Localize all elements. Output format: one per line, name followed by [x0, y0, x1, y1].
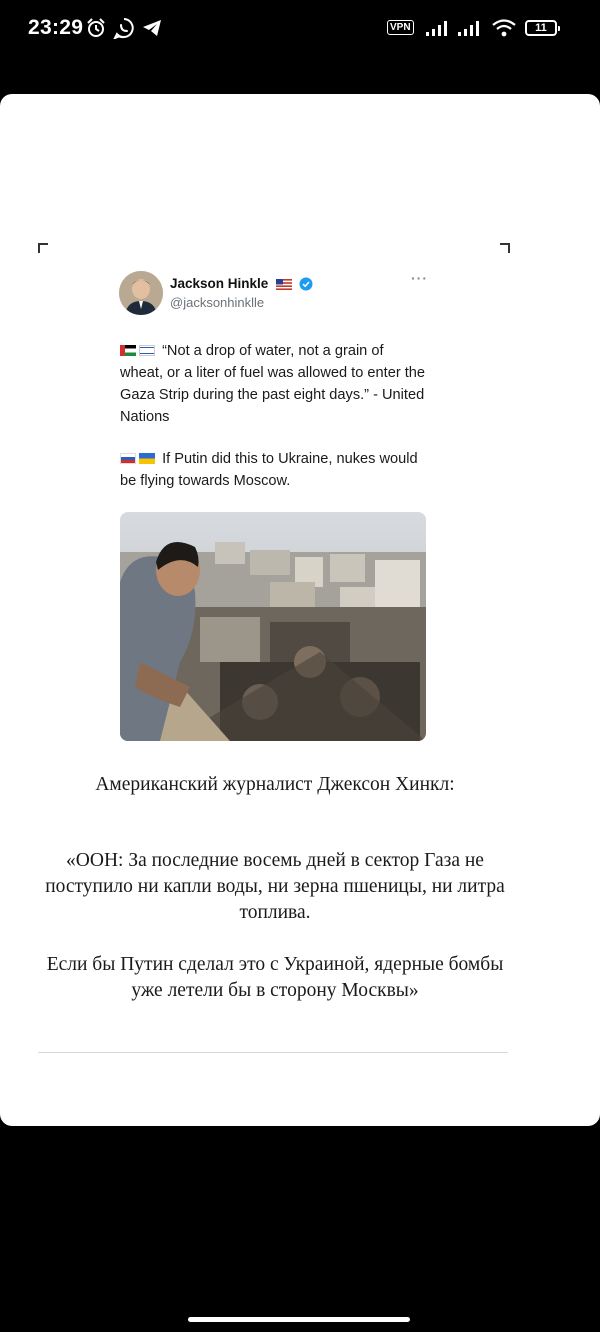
- caption-quote: «ООН: За последние восемь дней в сектор Газа не поступило ни капли воды, ни зерна пшеницы, ни литра топлива.: [45, 850, 505, 923]
- tweet-paragraph: [120, 340, 430, 428]
- author-name[interactable]: [170, 276, 313, 291]
- us-flag-icon: [276, 279, 292, 290]
- battery-level: 11: [535, 22, 547, 34]
- ukraine-flag-icon: [139, 453, 155, 464]
- tweet-screenshot: [102, 266, 442, 750]
- signal-icon: [457, 17, 485, 39]
- more-options-icon[interactable]: ···: [411, 270, 428, 286]
- crop-corner-icon: [500, 243, 510, 253]
- telegram-icon: [141, 17, 163, 39]
- alarm-icon: [85, 17, 107, 39]
- russia-flag-icon: [120, 453, 136, 464]
- tweet-quote-text: “Not a drop of water, not a grain of wheat, or a liter of fuel was allowed to enter the Gaza Strip during the past eight days.” - United Nations: [120, 343, 426, 425]
- clock: 23:29: [28, 16, 84, 39]
- tweet-comment-text: If Putin did this to Ukraine, nukes would be flying towards Moscow.: [120, 451, 418, 489]
- battery-icon: [525, 20, 557, 36]
- crop-corner-icon: [38, 243, 48, 253]
- vpn-badge: VPN: [387, 20, 414, 35]
- status-bar: [0, 0, 600, 60]
- israel-flag-icon: [139, 345, 155, 356]
- author-handle[interactable]: @jacksonhinklle: [170, 295, 265, 310]
- author-name-text: Jackson Hinkle: [170, 276, 269, 291]
- signal-icon: [425, 17, 453, 39]
- divider: [38, 1052, 508, 1053]
- caption-quote-continued: Если бы Путин сделал это с Украиной, ядерные бомбы уже летели бы в сторону Москвы»: [46, 954, 504, 1001]
- tweet-paragraph: [120, 448, 430, 492]
- story-card: [0, 94, 600, 1126]
- caption-heading: Американский журналист Джексон Хинкл:: [95, 774, 455, 795]
- palestine-flag-icon: [120, 345, 136, 356]
- wifi-icon: [491, 17, 519, 39]
- tweet-photo[interactable]: [120, 512, 426, 741]
- verified-icon: [299, 277, 313, 291]
- whatsapp-icon: [113, 17, 135, 39]
- home-indicator[interactable]: [188, 1317, 410, 1322]
- avatar: [119, 271, 163, 315]
